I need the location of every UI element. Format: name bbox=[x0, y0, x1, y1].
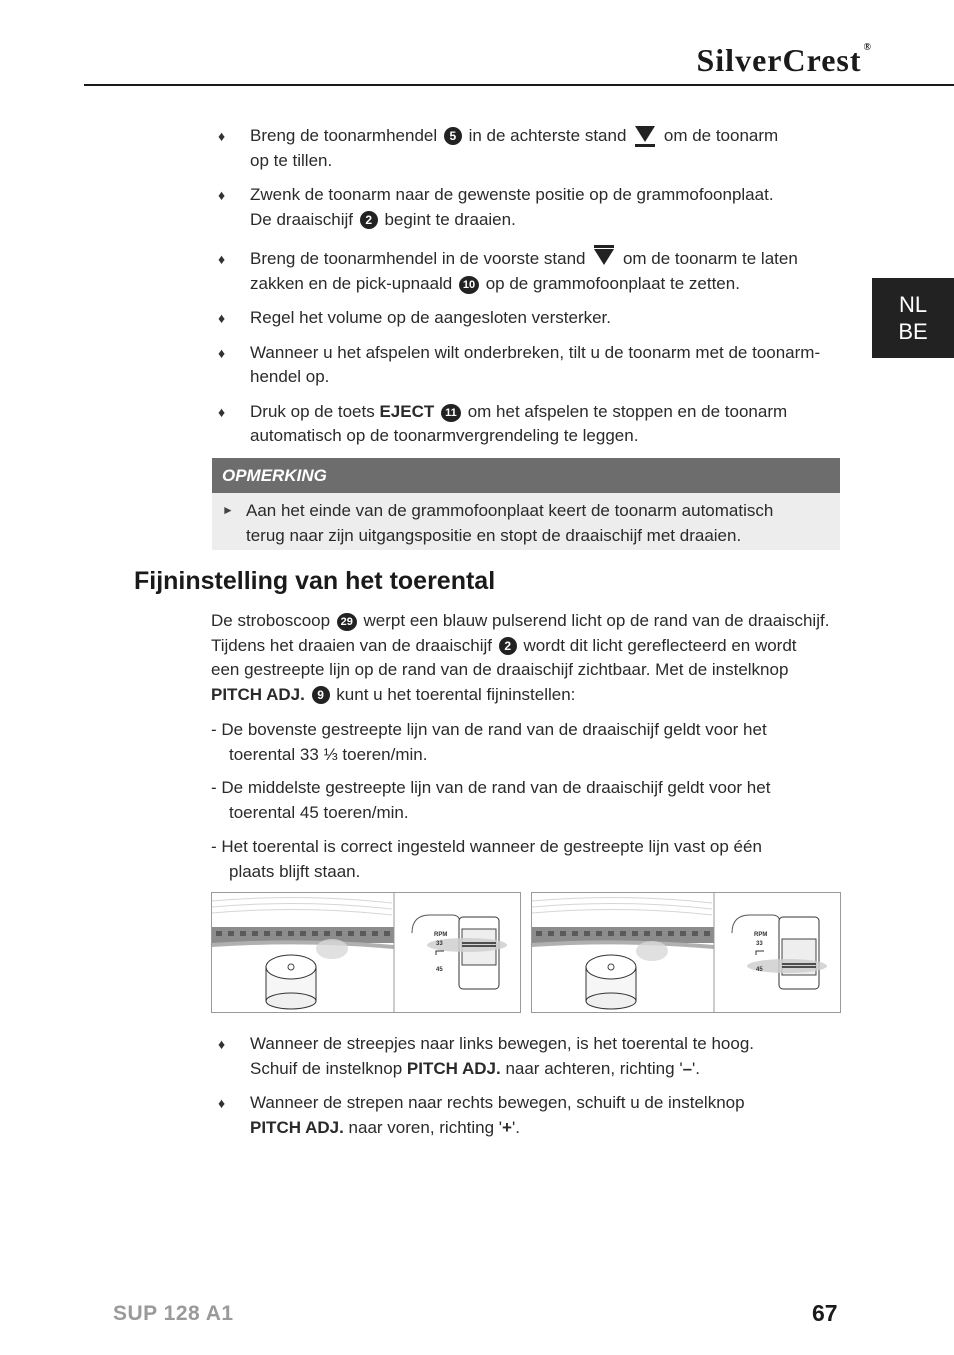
figure-45-rpm bbox=[531, 892, 841, 1013]
bullet-list-top bbox=[218, 124, 843, 449]
lang-nl: NL bbox=[898, 292, 928, 317]
list-item: ♦ Breng de toonarmhendel 5 in de achterste stand om de toonarm op te tillen. bbox=[218, 126, 779, 170]
list-item: ♦ Breng de toonarmhendel in de voorste stand om de toonarm te laten zakken en de pick-upnaald 10 op de grammofoonplaat te zetten. bbox=[218, 249, 798, 293]
callout-number: 29 bbox=[337, 613, 357, 631]
bullet-icon: ♦ bbox=[218, 310, 226, 326]
lang-be: BE bbox=[898, 319, 928, 344]
lift-arrow-icon bbox=[635, 126, 655, 142]
note-title: OPMERKING bbox=[212, 458, 840, 493]
list-item: ♦ Wanneer u het afspelen wilt onderbreken, tilt u de toonarm met de toonarm- hendel op. bbox=[218, 342, 821, 386]
note-body: ► Aan het einde van de grammofoonplaat keert de toonarm automatisch terug naar zijn uitgangspositie en stopt de draaischijf met draaien. bbox=[212, 493, 840, 550]
footer-model: SUP 128 A1 bbox=[113, 1302, 234, 1325]
bullet-icon: ♦ bbox=[218, 128, 226, 144]
callout-number: 9 bbox=[312, 686, 330, 704]
bullet-icon: ♦ bbox=[218, 1036, 226, 1052]
callout-number: 11 bbox=[441, 404, 461, 422]
lower-arrow-icon bbox=[594, 249, 614, 265]
page-number: 67 bbox=[812, 1300, 838, 1326]
list-item: ♦ Druk op de toets EJECT 11 om het afspelen te stoppen en de toonarm automatisch op de toonarmvergrendeling te leggen. bbox=[218, 401, 788, 445]
list-item: - De bovenste gestreepte lijn van de rand van de draaischijf geldt voor het toerental 33 ⅓ toeren/min. bbox=[211, 720, 767, 764]
bullet-icon: ♦ bbox=[218, 403, 226, 420]
intro-paragraph: De stroboscoop 29 werpt een blauw pulserend licht op de rand van de draaischijf. Tijdens het draaien van de draaischijf 2 wordt dit licht gereflecteerd en wordt een gestreepte lijn op de rand van de draaischijf zichtbaar. Met de instelknop PITCH ADJ. 9 kunt u het toerental fijninstellen: bbox=[211, 611, 830, 704]
list-item: ♦ Wanneer de strepen naar rechts bewegen, schuift u de instelknop PITCH ADJ. naar voren, richting '+'. bbox=[218, 1093, 745, 1137]
bullet-icon: ♦ bbox=[218, 251, 226, 267]
speed-33-label: 33 bbox=[756, 941, 763, 947]
figure-33-rpm bbox=[211, 892, 521, 1013]
bullet-icon: ♦ bbox=[218, 187, 226, 203]
registered-mark: ® bbox=[863, 42, 872, 53]
callout-number: 10 bbox=[459, 276, 479, 294]
arrow-right-icon: ► bbox=[222, 503, 234, 517]
bullet-list-bottom bbox=[218, 1032, 843, 1140]
rpm-label: RPM bbox=[754, 932, 768, 938]
list-item: - De middelste gestreepte lijn van de rand van de draaischijf geldt voor het toerental 45 toeren/min. bbox=[211, 778, 771, 822]
list-item: ♦ Regel het volume op de aangesloten versterker. bbox=[218, 306, 843, 331]
speed-45-label: 45 bbox=[436, 967, 443, 973]
bullet-icon: ♦ bbox=[218, 344, 226, 361]
bullet-icon: ♦ bbox=[218, 1095, 226, 1111]
speed-33-label: 33 bbox=[436, 941, 443, 947]
speed-45-label: 45 bbox=[756, 967, 763, 973]
turntable-illustration bbox=[532, 893, 840, 1012]
section-title: Fijninstelling van het toerental bbox=[134, 567, 496, 595]
callout-number: 5 bbox=[444, 127, 462, 145]
rpm-label: RPM bbox=[434, 932, 448, 938]
language-tab bbox=[872, 278, 954, 358]
turntable-illustration bbox=[212, 893, 520, 1012]
brand-logo bbox=[696, 42, 872, 79]
header-rule bbox=[84, 84, 954, 86]
list-item: - Het toerental is correct ingesteld wanneer de gestreepte lijn vast op één plaats blijft staan. bbox=[211, 837, 762, 881]
brand-name: SilverCrest bbox=[696, 42, 862, 78]
callout-number: 2 bbox=[499, 637, 517, 655]
callout-number: 2 bbox=[360, 211, 378, 229]
list-item: ♦ Zwenk de toonarm naar de gewenste positie op de grammofoonplaat. De draaischijf 2 begint te draaien. bbox=[218, 185, 774, 229]
list-item: ♦ Wanneer de streepjes naar links bewegen, is het toerental te hoog. Schuif de instelknop PITCH ADJ. naar achteren, richting '–'. bbox=[218, 1034, 755, 1078]
